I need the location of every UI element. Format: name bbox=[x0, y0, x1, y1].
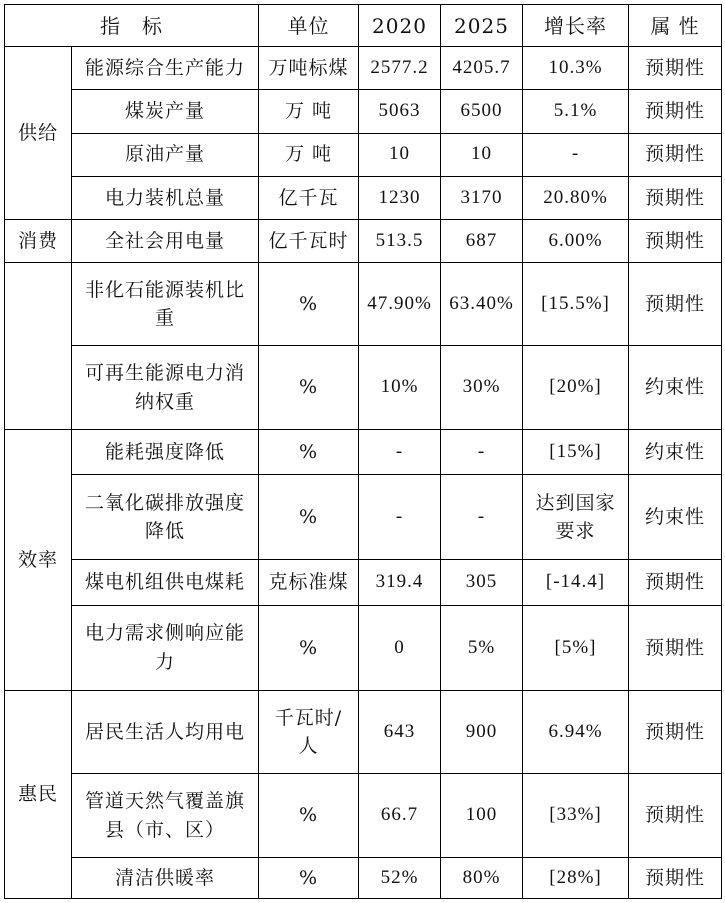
row-growth: [15.5%] bbox=[523, 263, 629, 346]
table-header-row bbox=[5, 5, 722, 47]
row-attribute: 预期性 bbox=[629, 133, 722, 176]
indicator-table bbox=[4, 4, 722, 899]
row-attribute: 预期性 bbox=[629, 176, 722, 219]
row-attribute: 预期性 bbox=[629, 857, 722, 898]
table-row bbox=[5, 475, 722, 560]
row-name: 可再生能源电力消纳权重 bbox=[72, 346, 259, 429]
row-growth: 6.00% bbox=[523, 219, 629, 262]
row-2025: 305 bbox=[441, 560, 523, 605]
row-2025: 3170 bbox=[441, 176, 523, 219]
row-2020: 513.5 bbox=[359, 219, 441, 262]
row-2025: 30% bbox=[441, 346, 523, 429]
row-2025: 63.40% bbox=[441, 263, 523, 346]
category-welfare: 惠民 bbox=[5, 690, 72, 898]
row-name: 能耗强度降低 bbox=[72, 429, 259, 474]
row-name: 原油产量 bbox=[72, 133, 259, 176]
row-name: 能源综合生产能力 bbox=[72, 47, 259, 90]
row-2025: 5% bbox=[441, 605, 523, 690]
row-unit: % bbox=[259, 475, 359, 560]
table-row bbox=[5, 219, 722, 262]
row-growth: [20%] bbox=[523, 346, 629, 429]
header-indicator: 指 标 bbox=[5, 5, 259, 47]
category-consumption: 消费 bbox=[5, 219, 72, 262]
row-2020: 2577.2 bbox=[359, 47, 441, 90]
table-row bbox=[5, 263, 722, 346]
row-unit: % bbox=[259, 429, 359, 474]
row-attribute: 约束性 bbox=[629, 475, 722, 560]
row-2020: 66.7 bbox=[359, 774, 441, 857]
row-2025: 100 bbox=[441, 774, 523, 857]
row-name: 二氧化碳排放强度降低 bbox=[72, 475, 259, 560]
table-row bbox=[5, 90, 722, 133]
row-2020: - bbox=[359, 429, 441, 474]
row-name: 非化石能源装机比重 bbox=[72, 263, 259, 346]
row-name: 煤炭产量 bbox=[72, 90, 259, 133]
row-2025: 4205.7 bbox=[441, 47, 523, 90]
table-row bbox=[5, 429, 722, 474]
row-2025: 80% bbox=[441, 857, 523, 898]
table-row bbox=[5, 857, 722, 898]
header-unit: 单位 bbox=[259, 5, 359, 47]
table-row bbox=[5, 605, 722, 690]
row-attribute: 预期性 bbox=[629, 774, 722, 857]
table-row bbox=[5, 47, 722, 90]
row-2020: 0 bbox=[359, 605, 441, 690]
table-row bbox=[5, 690, 722, 773]
row-growth: 10.3% bbox=[523, 47, 629, 90]
table-row bbox=[5, 176, 722, 219]
row-2020: 319.4 bbox=[359, 560, 441, 605]
header-2020: 2020 bbox=[359, 5, 441, 47]
row-2020: 10 bbox=[359, 133, 441, 176]
row-growth: [33%] bbox=[523, 774, 629, 857]
row-name: 全社会用电量 bbox=[72, 219, 259, 262]
row-growth: [-14.4] bbox=[523, 560, 629, 605]
row-unit: 克标准煤 bbox=[259, 560, 359, 605]
row-name: 电力需求侧响应能力 bbox=[72, 605, 259, 690]
row-unit: 千瓦时/人 bbox=[259, 690, 359, 773]
category-efficiency: 效率 bbox=[5, 429, 72, 690]
row-2025: 687 bbox=[441, 219, 523, 262]
row-name: 清洁供暖率 bbox=[72, 857, 259, 898]
row-2025: - bbox=[441, 475, 523, 560]
row-unit: % bbox=[259, 774, 359, 857]
row-attribute: 预期性 bbox=[629, 219, 722, 262]
row-2025: 10 bbox=[441, 133, 523, 176]
row-unit: % bbox=[259, 857, 359, 898]
row-attribute: 预期性 bbox=[629, 47, 722, 90]
row-2020: 1230 bbox=[359, 176, 441, 219]
table-row bbox=[5, 560, 722, 605]
row-2020: - bbox=[359, 475, 441, 560]
row-growth: [5%] bbox=[523, 605, 629, 690]
row-name: 管道天然气覆盖旗县（市、区） bbox=[72, 774, 259, 857]
table-row bbox=[5, 346, 722, 429]
row-2020: 10% bbox=[359, 346, 441, 429]
row-attribute: 预期性 bbox=[629, 560, 722, 605]
row-growth: 5.1% bbox=[523, 90, 629, 133]
row-2025: 900 bbox=[441, 690, 523, 773]
row-2020: 5063 bbox=[359, 90, 441, 133]
row-unit: 万 吨 bbox=[259, 133, 359, 176]
row-unit: 万 吨 bbox=[259, 90, 359, 133]
category-blank bbox=[5, 263, 72, 430]
row-attribute: 约束性 bbox=[629, 429, 722, 474]
row-attribute: 预期性 bbox=[629, 263, 722, 346]
row-attribute: 预期性 bbox=[629, 690, 722, 773]
row-2025: 6500 bbox=[441, 90, 523, 133]
row-2025: - bbox=[441, 429, 523, 474]
row-unit: 亿千瓦 bbox=[259, 176, 359, 219]
row-unit: % bbox=[259, 263, 359, 346]
header-2025: 2025 bbox=[441, 5, 523, 47]
header-attribute: 属 性 bbox=[629, 5, 722, 47]
row-2020: 52% bbox=[359, 857, 441, 898]
row-growth: 20.80% bbox=[523, 176, 629, 219]
row-attribute: 约束性 bbox=[629, 346, 722, 429]
row-growth: - bbox=[523, 133, 629, 176]
row-name: 煤电机组供电煤耗 bbox=[72, 560, 259, 605]
table-row bbox=[5, 774, 722, 857]
row-unit: 亿千瓦时 bbox=[259, 219, 359, 262]
row-growth: [15%] bbox=[523, 429, 629, 474]
row-growth: [28%] bbox=[523, 857, 629, 898]
row-growth: 6.94% bbox=[523, 690, 629, 773]
row-unit: % bbox=[259, 605, 359, 690]
row-attribute: 预期性 bbox=[629, 90, 722, 133]
category-supply: 供给 bbox=[5, 47, 72, 220]
header-growth: 增长率 bbox=[523, 5, 629, 47]
table-row bbox=[5, 133, 722, 176]
row-unit: % bbox=[259, 346, 359, 429]
row-name: 居民生活人均用电 bbox=[72, 690, 259, 773]
row-growth: 达到国家要求 bbox=[523, 475, 629, 560]
row-name: 电力装机总量 bbox=[72, 176, 259, 219]
row-2020: 47.90% bbox=[359, 263, 441, 346]
row-attribute: 预期性 bbox=[629, 605, 722, 690]
row-2020: 643 bbox=[359, 690, 441, 773]
row-unit: 万吨标煤 bbox=[259, 47, 359, 90]
